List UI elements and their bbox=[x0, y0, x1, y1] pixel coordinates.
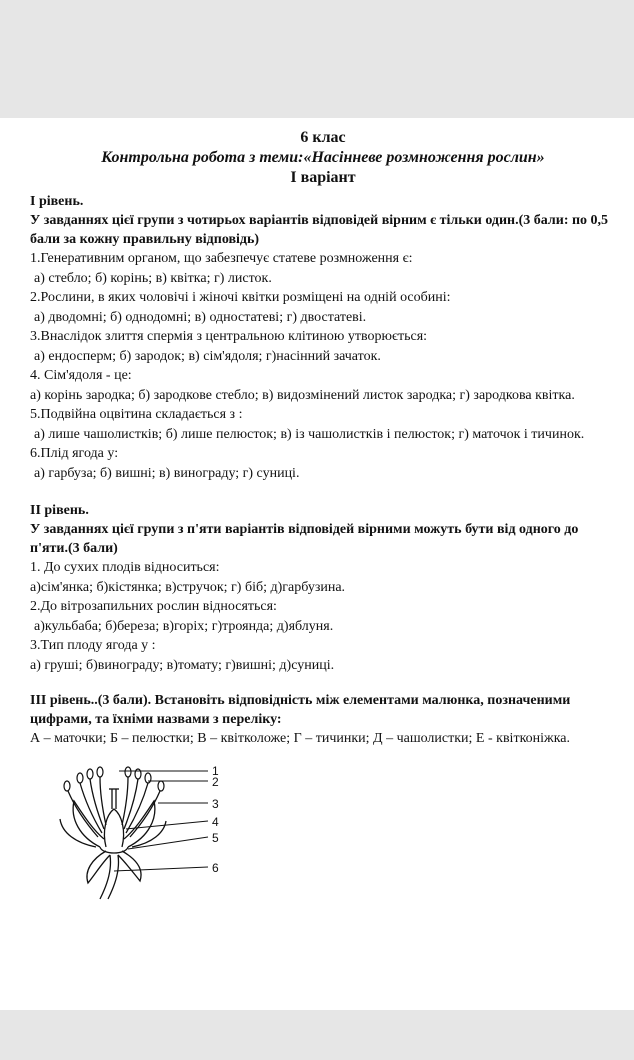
flower-diagram bbox=[30, 763, 250, 903]
level-3-title: ІІІ рівень..(3 бали). Встановіть відповідність між елементами малюнка, позначеними цифрами, та їхніми назвами з переліку: bbox=[30, 693, 571, 727]
question-5: 5.Подвійна оцвітина складається з : bbox=[30, 407, 243, 422]
answers-1: а) стебло; б) корінь; в) квітка; г) листок. bbox=[34, 270, 272, 286]
topic-title: Контрольна робота з теми:«Насінневе розмноження рослин» bbox=[101, 149, 545, 166]
answers-3: а) ендосперм; б) зародок; в) сім'ядоля; г)насінний зачаток. bbox=[34, 348, 381, 364]
question-2-1: 1. До сухих плодів відноситься: bbox=[30, 560, 220, 575]
answers-2-2: а)кульбаба; б)береза; в)горіх; г)троянда; д)яблуня. bbox=[34, 618, 334, 634]
question-4: 4. Сім'ядоля - це: bbox=[30, 368, 132, 383]
question-6: 6.Плід ягода у: bbox=[30, 446, 119, 461]
question-1: 1.Генеративним органом, що забезпечує статеве розмноження є: bbox=[30, 251, 413, 266]
level-3-options: А – маточки; Б – пелюстки; В – квітколоже; Г – тичинки; Д – чашолистки; Е - квітконіжка. bbox=[30, 731, 571, 746]
level-3-section bbox=[30, 691, 616, 903]
variant-title: І варіант bbox=[290, 169, 356, 186]
level-2-title: ІІ рівень. bbox=[30, 503, 89, 518]
grade-title: 6 клас bbox=[300, 129, 346, 146]
level-1-instruction: У завданнях цієї групи з чотирьох варіантів відповідей вірним є тільки один.(3 бали: по 0,5 бали за кожну правильну відповідь) bbox=[30, 213, 609, 247]
question-2: 2.Рослини, в яких чоловічі і жіночі квітки розміщені на одній особині: bbox=[30, 290, 451, 305]
answers-6: а) гарбуза; б) вишні; в) винограду; г) суниці. bbox=[34, 465, 300, 481]
answers-2-1: а)сім'янка; б)кістянка; в)стручок; г) біб; д)гарбузина. bbox=[30, 579, 346, 595]
label-1: 1 bbox=[212, 763, 219, 778]
worksheet-page bbox=[0, 118, 634, 1010]
answers-2-3: а) груші; б)винограду; в)томату; г)вишні; д)суниці. bbox=[30, 657, 335, 673]
label-5: 5 bbox=[212, 830, 219, 845]
level-2-instruction: У завданнях цієї групи з п'яти варіантів відповідей вірними можуть бути від одного до п'яти.(3 бали) bbox=[30, 522, 579, 556]
question-2-2: 2.До вітрозапильних рослин відносяться: bbox=[30, 599, 277, 614]
label-2: 2 bbox=[212, 774, 219, 789]
answers-2: а) дводомні; б) однодомні; в) одностатеві; г) двостатеві. bbox=[34, 309, 367, 325]
question-2-3: 3.Тип плоду ягода у : bbox=[30, 638, 156, 653]
label-4: 4 bbox=[212, 814, 219, 829]
level-1-section bbox=[30, 192, 616, 483]
question-3: 3.Внаслідок злиття спермія з центральною клітиною утворюється: bbox=[30, 329, 428, 344]
answers-5: а) лише чашолистків; б) лише пелюсток; в) із чашолистків і пелюсток; г) маточок і тичинок. bbox=[34, 426, 585, 442]
answers-4: а) корінь зародка; б) зародкове стебло; в) видозмінений листок зародка; г) зародкова квітка. bbox=[30, 387, 575, 403]
level-2-section bbox=[30, 501, 616, 675]
label-6: 6 bbox=[212, 860, 219, 875]
level-1-title: І рівень. bbox=[30, 194, 84, 209]
flower-drawing bbox=[40, 763, 240, 903]
label-3: 3 bbox=[212, 796, 219, 811]
